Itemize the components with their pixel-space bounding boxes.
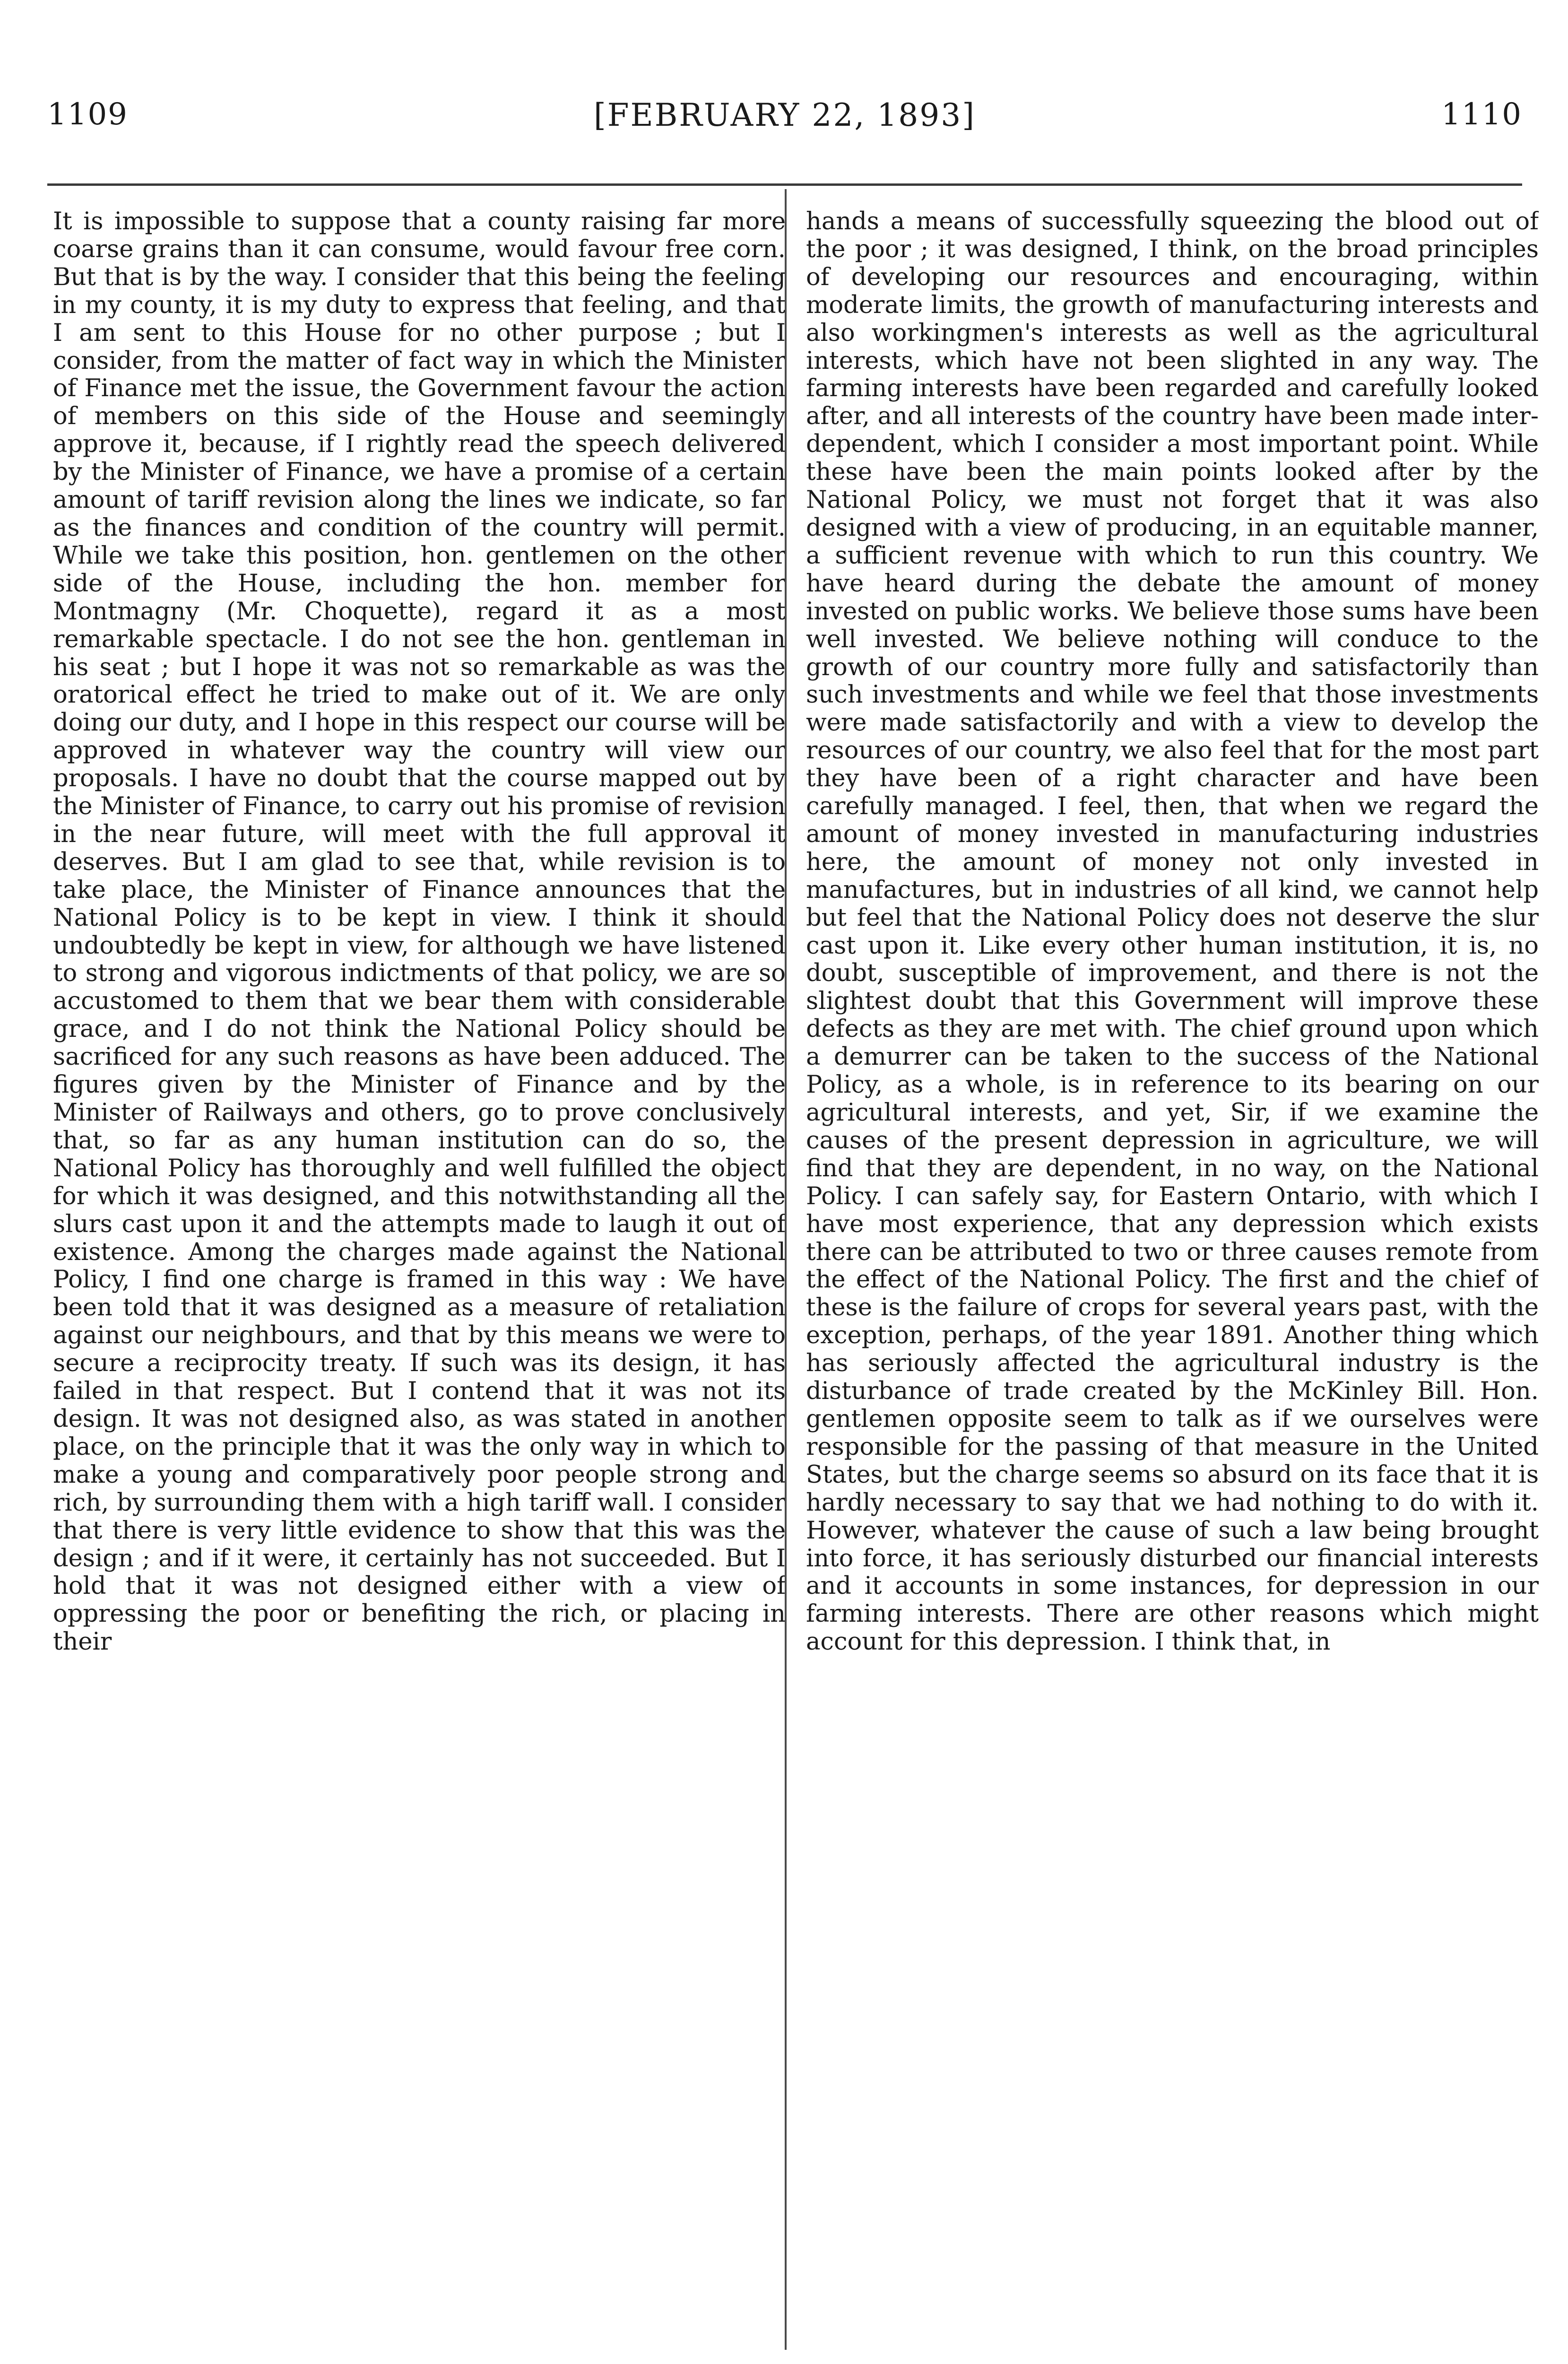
left-column: [53, 208, 786, 2345]
left-column-text: It is impossible to suppose that a county raising far more coarse grains than it can consume, would favour free corn. But that is by the way. I consider that this being the feeling in my county, it is my duty to express that feeling, and that I am sent to this House for no other purpose ; but I consider, from the matter of fact way in which the Minister of Finance met the issue, the Government favour the action of members on this side of the House and seemingly approve it, because, if I rightly read the speech delivered by the Minister of Finance, we have a promise of a certain amount of tariff revision along the lines we indicate, so far as the finances and condition of the country will permit. While we take this position, hon. gentlemen on the other side of the House, including the hon. member for Montmagny (Mr. Choquette), regard it as a most remarkable spectacle. I do not see the hon. gentleman in his seat ; but I hope it was not so remarkable as was the oratorical effect he tried to make out of it. We are only doing our duty, and I hope in this respect our course will be approved in whatever way the country will view our proposals. I have no doubt that the course mapped out by the Minister of Finance, to carry out his promise of revision in the near future, will meet with the full approval it deserves. But I am glad to see that, while revision is to take place, the Minister of Finance announces that the National Policy is to be kept in view. I think it should undoubtedly be kept in view, for although we have listened to strong and vigorous indictments of that policy, we are so accustomed to them that we bear them with considerable grace, and I do not think the National Policy should be sacrificed for any such reasons as have been adduced. The figures given by the Minister of Finance and by the Minister of Railways and others, go to prove conclusively that, so far as any human institution can do so, the National Policy has thoroughly and well fulfilled the object for which it was designed, and this notwithstanding all the slurs cast upon it and the attempts made to laugh it out of existence. Among the charges made against the National Policy, I find one charge is framed in this way : We have been told that it was designed as a measure of retaliation against our neighbours, and that by this means we were to secure a reciprocity treaty. If such was its design, it has failed in that respect. But I contend that it was not its design. It was not designed also, as was stated in another place, on the principle that it was the only way in which to make a young and comparatively poor people strong and rich, by surrounding them with a high tariff wall. I consider that there is very little evidence to show that this was the design ; and if it were, it certainly has not succeeded. But I hold that it was not designed either with a view of oppressing the poor or benefiting the rich, or placing in their: [53, 208, 786, 1656]
right-column: [806, 208, 1539, 2345]
date-header: [FEBRUARY 22, 1893]: [593, 97, 976, 133]
column-divider: [785, 189, 787, 2350]
left-page-number: 1109: [47, 97, 128, 132]
page-header: [47, 97, 1522, 154]
header-rule: [47, 183, 1522, 186]
right-column-text: hands a means of successfully squeezing the blood out of the poor ; it was designed, I think, on the broad principles of developing our resources and encouraging, within moderate limits, the growth of manufacturing interests and also workingmen's interests as well as the agricultural interests, which have not been slighted in any way. The farming interests have been regarded and carefully looked after, and all interests of the country have been made inter-dependent, which I consider a most important point. While these have been the main points looked after by the National Policy, we must not forget that it was also designed with a view of producing, in an equitable manner, a sufficient revenue with which to run this country. We have heard during the debate the amount of money invested on public works. We believe those sums have been well invested. We believe nothing will conduce to the growth of our country more fully and satisfactorily than such investments and while we feel that those investments were made satisfactorily and with a view to develop the resources of our country, we also feel that for the most part they have been of a right character and have been carefully managed. I feel, then, that when we regard the amount of money invested in manufacturing industries here, the amount of money not only invested in manufactures, but in industries of all kind, we cannot help but feel that the National Policy does not deserve the slur cast upon it. Like every other human institution, it is, no doubt, susceptible of improvement, and there is not the slightest doubt that this Government will improve these defects as they are met with. The chief ground upon which a demurrer can be taken to the success of the National Policy, as a whole, is in reference to its bearing on our agricultural interests, and yet, Sir, if we examine the causes of the present depression in agriculture, we will find that they are dependent, in no way, on the National Policy. I can safely say, for Eastern Ontario, with which I have most experience, that any depression which exists there can be attributed to two or three causes remote from the effect of the National Policy. The first and the chief of these is the failure of crops for several years past, with the exception, perhaps, of the year 1891. Another thing which has seriously affected the agricultural industry is the disturbance of trade created by the McKinley Bill. Hon. gentlemen opposite seem to talk as if we ourselves were responsible for the passing of that measure in the United States, but the charge seems so absurd on its face that it is hardly necessary to say that we had nothing to do with it. However, whatever the cause of such a law being brought into force, it has seriously disturbed our financial interests and it accounts in some instances, for depression in our farming interests. There are other reasons which might account for this depression. I think that, in: [806, 208, 1539, 1656]
right-page-number: 1110: [1441, 97, 1522, 132]
